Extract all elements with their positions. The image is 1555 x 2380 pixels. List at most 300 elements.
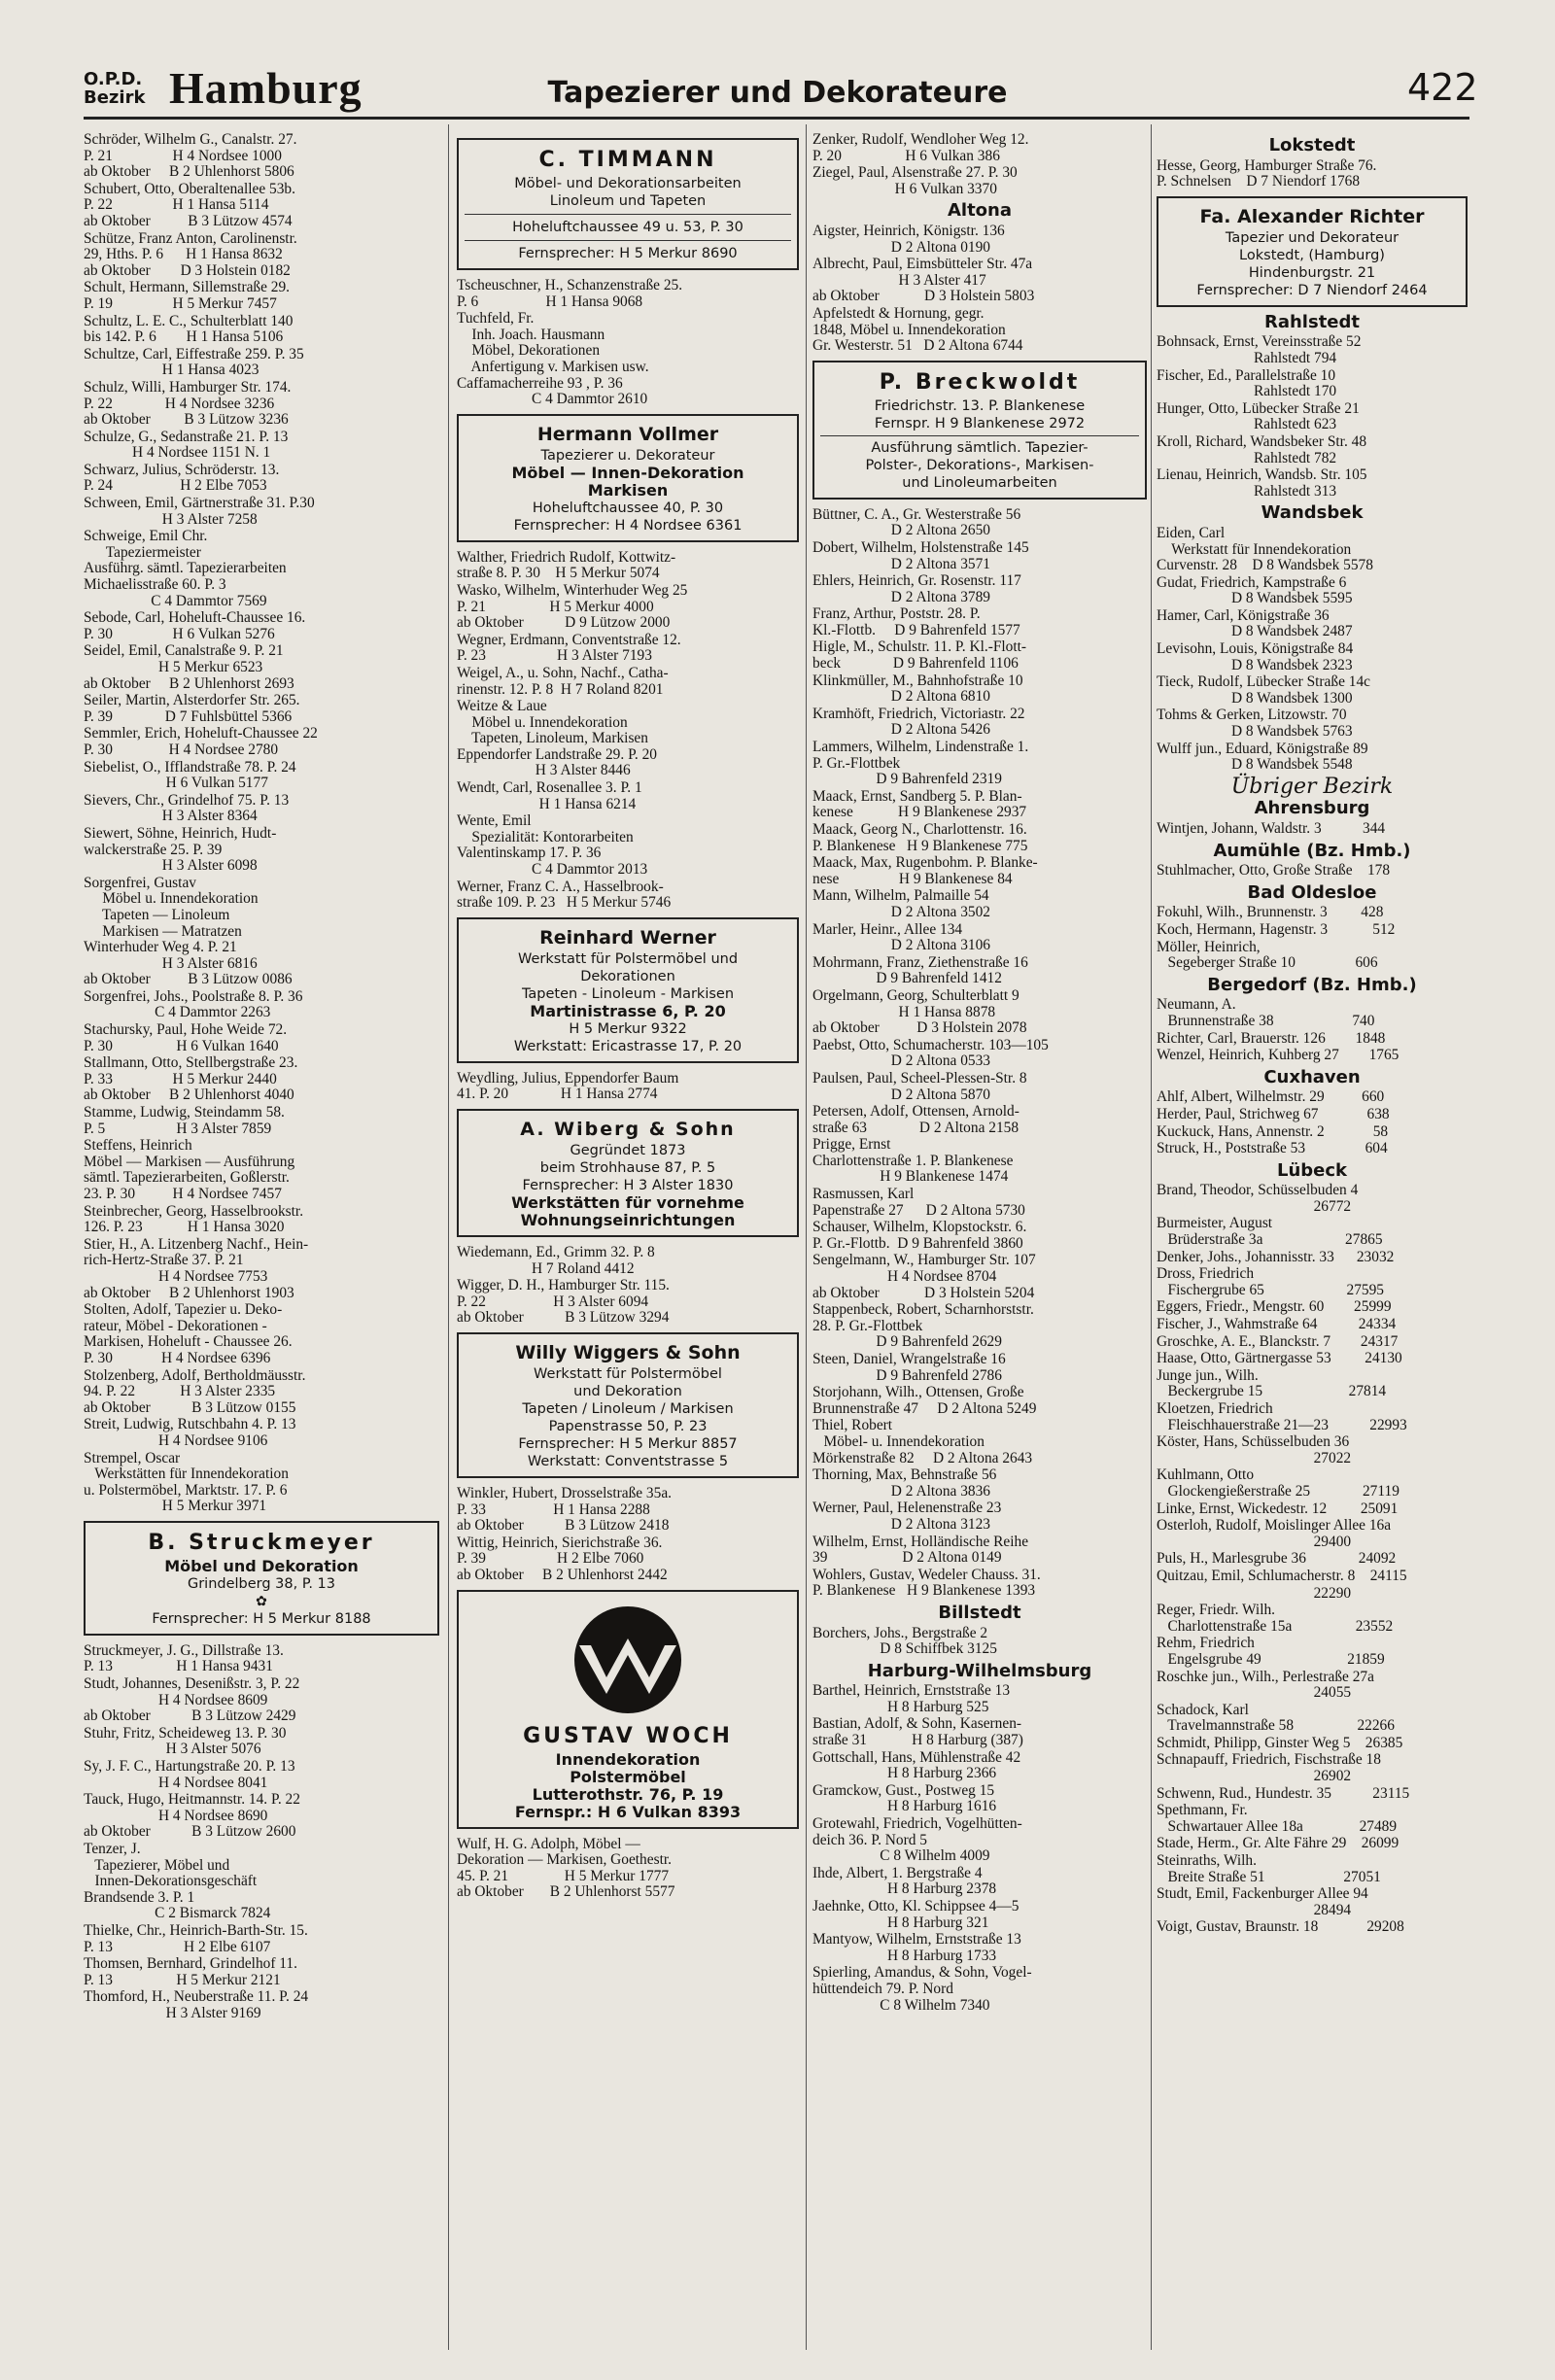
directory-entry — [84, 610, 439, 642]
entry-line: Rahlstedt 782 — [1157, 449, 1337, 466]
entry-line: Streit, Ludwig, Rutschbahn 4. P. 13 — [84, 1416, 296, 1433]
section-title: Tapezierer und Dekorateure — [547, 76, 1008, 110]
ad-line: Werkstätten für vornehme — [511, 1193, 744, 1212]
directory-entry — [812, 573, 1147, 605]
directory-entry — [1157, 1299, 1468, 1316]
entry-line: Junge jun., Wilh. — [1157, 1366, 1259, 1384]
entry-line: Seiler, Martin, Alsterdorfer Str. 265. — [84, 692, 300, 709]
directory-entry — [84, 826, 439, 875]
entry-line: Schwartauer Allee 18a 27489 — [1157, 1817, 1398, 1835]
ad-line: Werkstatt: Conventstrasse 5 — [527, 1453, 729, 1469]
ad-line: Hindenburgstr. 21 — [1248, 264, 1376, 281]
ad-line: Polster-, Dekorations-, Markisen- — [865, 457, 1094, 473]
entry-line: Innen-Dekorationsgeschäft — [84, 1873, 258, 1890]
directory-entry — [84, 1451, 439, 1515]
ad-line: Martinistrasse 6, P. 20 — [530, 1001, 726, 1020]
directory-entry — [84, 132, 439, 181]
entry-line: 22290 — [1157, 1584, 1352, 1602]
entry-line: H 4 Nordsee 8690 — [84, 1807, 268, 1824]
ad-name: GUSTAV WOCH — [523, 1723, 733, 1748]
directory-entry — [1157, 997, 1468, 1029]
entry-line: Anfertigung v. Markisen usw. — [457, 358, 649, 375]
entry-line: Werkstatt für Innendekoration — [1157, 540, 1352, 558]
directory-entry — [812, 224, 1147, 256]
entry-line: D 2 Altona 3123 — [812, 1515, 990, 1533]
ad-breckwoldt — [812, 361, 1147, 500]
entry-line: Weydling, Julius, Eppendorfer Baum — [457, 1069, 679, 1087]
directory-entry — [457, 666, 799, 698]
directory-entry — [812, 1467, 1147, 1500]
column-divider — [806, 124, 807, 2350]
entry-line: Grotewahl, Friedrich, Vogelhütten- — [812, 1815, 1022, 1833]
entry-line: Siebelist, O., Ifflandstraße 78. P. 24 — [84, 758, 296, 776]
directory-entry — [1157, 1467, 1468, 1500]
directory-entry — [1157, 1089, 1468, 1106]
entry-line: D 8 Schiffbek 3125 — [812, 1640, 997, 1658]
heading-billstedt: Billstedt — [938, 1602, 1021, 1623]
directory-entry — [812, 955, 1147, 987]
entry-line: P. 22 H 1 Hansa 5114 — [84, 196, 269, 214]
directory-entry — [812, 1385, 1147, 1417]
entry-line: 28. P. Gr.-Flottbek — [812, 1317, 923, 1334]
directory-entry — [1157, 1368, 1468, 1400]
directory-entry — [812, 1418, 1147, 1466]
entry-line: Ahlf, Albert, Wilhelmstr. 29 660 — [1157, 1088, 1385, 1106]
entry-line: Markisen — Matratzen — [84, 922, 242, 940]
entry-line: P. 22 H 3 Alster 6094 — [457, 1293, 649, 1310]
entry-line: Tohms & Gerken, Litzowstr. 70 — [1157, 707, 1347, 724]
entry-line: D 9 Bahrenfeld 1412 — [812, 970, 1002, 987]
directory-entry — [812, 1965, 1147, 2014]
entry-line: ab Oktober B 2 Uhlenhorst 4040 — [84, 1087, 294, 1104]
ad-phone: Fernsprecher: H 4 Nordsee 6361 — [513, 517, 743, 534]
entry-line: Wulf, H. G. Adolph, Möbel — — [457, 1835, 640, 1852]
directory-entry — [1157, 707, 1468, 740]
directory-entry — [84, 380, 439, 429]
ad-name: Hermann Vollmer — [536, 423, 719, 445]
directory-entry — [1157, 1107, 1468, 1123]
entry-line: Stade, Herm., Gr. Alte Fähre 29 26099 — [1157, 1835, 1400, 1852]
directory-entry — [84, 726, 439, 758]
entry-line: P. Blankenese H 9 Blankenese 775 — [812, 837, 1028, 854]
entry-line: Weigel, A., u. Sohn, Nachf., Catha- — [457, 664, 669, 681]
ad-phone: Fernspr.: H 6 Vulkan 8393 — [514, 1802, 742, 1821]
entry-line: C 4 Dammtor 2013 — [457, 861, 648, 879]
directory-entry — [1157, 1569, 1468, 1585]
entry-line: Orgelmann, Georg, Schulterblatt 9 — [812, 986, 1019, 1004]
entry-line: H 4 Nordsee 8609 — [84, 1691, 268, 1708]
entry-line: Rasmussen, Karl — [812, 1186, 915, 1203]
entry-line: H 3 Alster 6816 — [84, 954, 258, 972]
entry-line: Kl.-Flottb. D 9 Bahrenfeld 1577 — [812, 621, 1020, 638]
ad-line: Tapezierer u. Dekorateur — [540, 447, 715, 464]
ad-line: H 5 Merkur 9322 — [569, 1020, 687, 1037]
entry-line: ab Oktober D 3 Holstein 0182 — [84, 261, 291, 279]
entry-line: Herder, Paul, Strichweg 67 638 — [1157, 1105, 1390, 1122]
directory-entry — [1157, 608, 1468, 640]
entry-line: Hunger, Otto, Lübecker Straße 21 — [1157, 399, 1360, 417]
entry-line: Brunnenstraße 38 740 — [1157, 1012, 1375, 1029]
ad-line: Möbel — Innen-Dekoration — [511, 463, 744, 482]
entry-line: D 8 Wandsbek 1300 — [1157, 689, 1353, 707]
entry-line: Wittig, Heinrich, Sierichstraße 36. — [457, 1534, 663, 1551]
entry-line: Ihde, Albert, 1. Bergstraße 4 — [812, 1864, 983, 1881]
directory-entry — [84, 1759, 439, 1791]
entry-line: Kloetzen, Friedrich — [1157, 1400, 1273, 1417]
ad-line: Wohnungseinrichtungen — [520, 1211, 736, 1229]
entry-line: Quitzau, Emil, Schlumacherstr. 8 24115 — [1157, 1567, 1407, 1584]
entry-line: nese H 9 Blankenese 84 — [812, 870, 1013, 887]
directory-entry — [1157, 467, 1468, 500]
ad-line: Innendekoration — [555, 1749, 701, 1769]
directory-entry — [1157, 1786, 1468, 1803]
entry-line: P. 22 H 4 Nordsee 3236 — [84, 395, 275, 412]
entry-line: Wiedemann, Ed., Grimm 32. P. 8 — [457, 1244, 655, 1260]
entry-line: H 1 Hansa 6214 — [457, 795, 637, 812]
entry-line: D 8 Wandsbek 5548 — [1157, 756, 1353, 774]
entry-line: Wenzel, Heinrich, Kuhberg 27 1765 — [1157, 1047, 1400, 1064]
entry-line: Caffamacherreihe 93 , P. 36 — [457, 374, 623, 392]
entry-line: Travelmannstraße 58 22266 — [1157, 1717, 1395, 1735]
entry-line: Gudat, Friedrich, Kampstraße 6 — [1157, 573, 1347, 591]
entry-line: Gramckow, Gust., Postweg 15 — [812, 1781, 995, 1799]
entry-line: Eiden, Carl — [1157, 524, 1226, 541]
ad-line: beim Strohhause 87, P. 5 — [539, 1160, 716, 1176]
entry-line: Dobert, Wilhelm, Holstenstraße 145 — [812, 538, 1029, 556]
entry-line: H 3 Alster 8364 — [84, 808, 258, 825]
ad-line: Gegründet 1873 — [570, 1143, 686, 1158]
entry-line: Werner, Paul, Helenenstraße 23 — [812, 1500, 1002, 1517]
entry-line: rich-Hertz-Straße 37. P. 21 — [84, 1252, 244, 1269]
entry-line: 39 D 2 Altona 0149 — [812, 1549, 1002, 1567]
directory-entry — [1157, 1603, 1468, 1635]
directory-entry — [812, 639, 1147, 672]
ad-line: Tapeten - Linoleum - Markisen — [521, 985, 735, 1002]
directory-entry — [812, 740, 1147, 788]
ad-name: Reinhard Werner — [539, 926, 716, 949]
entry-line: Brandsende 3. P. 1 — [84, 1888, 195, 1906]
directory-entry — [1157, 1586, 1468, 1603]
entry-line: Storjohann, Wilh., Ottensen, Große — [812, 1384, 1024, 1401]
ad-line: Polstermöbel — [570, 1767, 686, 1786]
directory-entry — [812, 1899, 1147, 1931]
entry-line: P. 30 H 4 Nordsee 6396 — [84, 1349, 271, 1366]
directory-entry — [457, 1535, 799, 1584]
entry-line: Franz, Arthur, Poststr. 28. P. — [812, 605, 981, 623]
entry-line: H 5 Merkur 6523 — [84, 659, 263, 675]
entry-line: D 2 Altona 6810 — [812, 688, 990, 706]
entry-line: Apfelstedt & Hornung, gegr. — [812, 304, 985, 322]
entry-line: rateur, Möbel - Dekorationen - — [84, 1317, 267, 1334]
entry-line: P. 19 H 5 Merkur 7457 — [84, 294, 277, 312]
entry-line: 126. P. 23 H 1 Hansa 3020 — [84, 1219, 285, 1236]
entry-line: Stappenbeck, Robert, Scharnhorststr. — [812, 1301, 1034, 1319]
entry-line: ab Oktober B 3 Lützow 0155 — [84, 1398, 296, 1416]
entry-line: Osterloh, Rudolf, Moislinger Allee 16a — [1157, 1517, 1392, 1535]
heading-rahlstedt: Rahlstedt — [1263, 311, 1360, 332]
entry-line: 27022 — [1157, 1449, 1352, 1466]
entry-line: H 3 Alster 5076 — [84, 1741, 261, 1758]
entry-line: Lienau, Heinrich, Wandsb. Str. 105 — [1157, 466, 1367, 484]
ad-line: Möbel- und Dekorationsarbeiten — [514, 176, 742, 191]
ad-line: Linoleum und Tapeten — [465, 192, 791, 215]
entry-line: Charlottenstraße 1. P. Blankenese — [812, 1152, 1014, 1169]
page-number: 422 — [1407, 66, 1478, 109]
entry-line: Wulff jun., Eduard, Königstraße 89 — [1157, 740, 1368, 757]
entry-line: Winkler, Hubert, Drosselstraße 35a. — [457, 1484, 673, 1501]
entry-line: Beckergrube 15 27814 — [1157, 1383, 1387, 1400]
entry-line: Mantyow, Wilhelm, Ernststraße 13 — [812, 1931, 1021, 1949]
entry-line: Ausführg. sämtl. Tapezierarbeiten — [84, 560, 287, 577]
entry-line: Valentinskamp 17. P. 36 — [457, 845, 602, 862]
directory-entry — [812, 132, 1147, 164]
entry-line: Sorgenfrei, Gustav — [84, 874, 196, 891]
entry-line: ab Oktober D 3 Holstein 2078 — [812, 1019, 1027, 1037]
heading-altona: Altona — [947, 200, 1013, 222]
entry-line: u. Polstermöbel, Marktstr. 17. P. 6 — [84, 1481, 288, 1499]
entry-line: Maack, Max, Rugenbohm. P. Blanke- — [812, 854, 1038, 872]
entry-line: Koch, Hermann, Hagenstr. 3 512 — [1157, 920, 1396, 938]
entry-line: Bastian, Adolf, & Sohn, Kasernen- — [812, 1715, 1022, 1733]
entry-line: D 8 Wandsbek 5763 — [1157, 723, 1353, 741]
entry-line: Schubert, Otto, Oberaltenallee 53b. — [84, 180, 295, 197]
entry-line: H 8 Harburg 1733 — [812, 1947, 997, 1964]
entry-line: 45. P. 21 H 5 Merkur 1777 — [457, 1867, 670, 1884]
entry-line: Mörkenstraße 82 D 2 Altona 2643 — [812, 1449, 1033, 1466]
entry-line: H 6 Vulkan 5177 — [84, 775, 268, 792]
directory-entry — [1157, 1636, 1468, 1668]
directory-entry — [84, 430, 439, 462]
entry-line: P. 21 H 5 Merkur 4000 — [457, 598, 654, 615]
directory-entry — [812, 1220, 1147, 1252]
entry-line: Schween, Emil, Gärtnerstraße 31. P.30 — [84, 495, 315, 512]
directory-entry — [457, 780, 799, 812]
directory-entry — [1157, 1183, 1468, 1215]
entry-line: P. 30 H 6 Vulkan 1640 — [84, 1037, 279, 1054]
entry-line: P. Gr.-Flottb. D 9 Bahrenfeld 3860 — [812, 1234, 1023, 1252]
entry-line: Wente, Emil — [457, 812, 532, 830]
directory-entry — [812, 922, 1147, 954]
entry-line: Gottschall, Hans, Mühlenstraße 42 — [812, 1748, 1021, 1766]
directory-entry — [812, 1302, 1147, 1351]
ad-phone: Fernsprecher: H 5 Merkur 8188 — [152, 1610, 371, 1627]
entry-line: Borchers, Johs., Bergstraße 2 — [812, 1624, 988, 1641]
entry-line: Kramhöft, Friedrich, Victoriastr. 22 — [812, 705, 1025, 722]
entry-line: Richter, Carl, Brauerstr. 126 1848 — [1157, 1029, 1386, 1047]
directory-entry — [1157, 1124, 1468, 1141]
entry-line: Sorgenfrei, Johs., Poolstraße 8. P. 36 — [84, 987, 303, 1005]
entry-line: Petersen, Adolf, Ottensen, Arnold- — [812, 1103, 1019, 1121]
directory-entry — [812, 1816, 1147, 1865]
ad-line: Fernsprecher: H 5 Merkur 8857 — [518, 1435, 738, 1452]
ad-richter — [1157, 196, 1468, 307]
directory-entry — [1157, 334, 1468, 366]
entry-line: Werner, Franz C. A., Hasselbrook- — [457, 878, 664, 895]
entry-line: ab Oktober B 2 Uhlenhorst 5806 — [84, 163, 294, 181]
entry-line: Wilhelm, Ernst, Holländische Reihe — [812, 1533, 1029, 1550]
directory-entry — [84, 182, 439, 230]
entry-line: Tapeten, Linoleum, Markisen — [457, 730, 648, 747]
entry-line: Charlottenstraße 15a 23552 — [1157, 1617, 1394, 1635]
heading-cuxhaven: Cuxhaven — [1263, 1066, 1361, 1087]
entry-line: Rahlstedt 313 — [1157, 482, 1337, 500]
entry-line: D 2 Altona 0533 — [812, 1052, 990, 1070]
header-rule — [84, 117, 1469, 120]
entry-line: Thomsen, Bernhard, Grindelhof 11. — [84, 1955, 297, 1973]
entry-line: Sebode, Carl, Hoheluft-Chaussee 16. — [84, 609, 306, 627]
directory-entry — [812, 257, 1147, 305]
entry-line: Struck, H., Poststraße 53 604 — [1157, 1140, 1388, 1157]
directory-entry — [84, 529, 439, 609]
ad-werner — [457, 917, 799, 1063]
entry-line: 28494 — [1157, 1901, 1352, 1918]
directory-entry — [1157, 575, 1468, 607]
directory-entry — [1157, 641, 1468, 673]
entry-line: Winterhuder Weg 4. P. 21 — [84, 939, 237, 956]
directory-entry — [1157, 1351, 1468, 1367]
directory-entry — [84, 760, 439, 792]
entry-line: D 9 Bahrenfeld 2786 — [812, 1366, 1002, 1384]
entry-line: D 2 Altona 5870 — [812, 1086, 990, 1103]
entry-line: H 3 Alster 417 — [812, 271, 986, 289]
directory-entry — [1157, 1886, 1468, 1918]
entry-line: Levisohn, Louis, Königstraße 84 — [1157, 640, 1354, 658]
entry-line: Walther, Friedrich Rudolf, Kottwitz- — [457, 548, 676, 566]
entry-line: Linke, Ernst, Wickedestr. 12 25091 — [1157, 1500, 1399, 1517]
heading-lokstedt: Lokstedt — [1268, 135, 1356, 155]
directory-entry — [1157, 1434, 1468, 1466]
entry-line: straße 63 D 2 Altona 2158 — [812, 1119, 1019, 1136]
ad-line: Werkstatt: Ericastrasse 17, P. 20 — [513, 1038, 743, 1054]
directory-entry — [457, 1278, 799, 1327]
entry-line: straße 109. P. 23 H 5 Merkur 5746 — [457, 894, 672, 912]
entry-line: H 1 Hansa 8878 — [812, 1003, 996, 1020]
entry-line: Steinraths, Wilh. — [1157, 1852, 1257, 1870]
entry-line: 26772 — [1157, 1197, 1352, 1215]
directory-entry — [1157, 1518, 1468, 1550]
entry-line: Wohlers, Gustav, Wedeler Chauss. 31. — [812, 1566, 1041, 1583]
heading-ahrensburg: Ahrensburg — [1254, 798, 1370, 819]
entry-line: Steinbrecher, Georg, Hasselbrookstr. — [84, 1202, 304, 1220]
entry-line: D 2 Altona 3836 — [812, 1482, 990, 1500]
ad-line: Fernsprecher: H 3 Alster 1830 — [522, 1178, 734, 1193]
ad-phone: Fernsprecher: H 5 Merkur 8690 — [518, 246, 738, 261]
directory-entry — [457, 1071, 799, 1103]
entry-line: Hesse, Georg, Hamburger Straße 76. — [1157, 156, 1377, 174]
entry-line: Hamer, Carl, Königstraße 36 — [1157, 606, 1330, 624]
directory-entry — [1157, 1853, 1468, 1885]
entry-line: H 8 Harburg 2366 — [812, 1765, 997, 1782]
directory-entry — [812, 855, 1147, 887]
entry-line: Inh. Joach. Hausmann — [457, 326, 605, 343]
entry-line: H 9 Blankenese 1474 — [812, 1168, 1009, 1186]
entry-line: ab Oktober B 2 Uhlenhorst 2442 — [457, 1566, 668, 1583]
directory-entry — [1157, 1736, 1468, 1752]
entry-line: Fischer, J., Wahmstraße 64 24334 — [1157, 1316, 1397, 1333]
entry-line: 24055 — [1157, 1684, 1352, 1702]
directory-entry — [812, 1783, 1147, 1815]
directory-entry — [457, 813, 799, 878]
entry-line: Möbel- u. Innendekoration — [812, 1432, 985, 1450]
entry-line: P. 30 H 6 Vulkan 5276 — [84, 625, 275, 642]
heading-aumuehle: Aumühle (Bz. Hmb.) — [1213, 840, 1411, 861]
entry-line: D 2 Altona 3789 — [812, 588, 990, 605]
directory-entry — [812, 1500, 1147, 1533]
entry-line: beck D 9 Bahrenfeld 1106 — [812, 655, 1019, 673]
directory-entry — [1157, 1551, 1468, 1568]
entry-line: D 2 Altona 2650 — [812, 522, 990, 539]
ad-struckmeyer — [84, 1521, 439, 1636]
entry-line: Spethmann, Fr. — [1157, 1802, 1248, 1819]
entry-line: H 3 Alster 7258 — [84, 510, 258, 528]
entry-line: Stuhlmacher, Otto, Große Straße 178 — [1157, 862, 1391, 880]
entry-line: ab Oktober B 2 Uhlenhorst 1903 — [84, 1284, 294, 1301]
entry-line: P. Gr.-Flottbek — [812, 754, 901, 772]
entry-line: Thiel, Robert — [812, 1417, 893, 1434]
directory-entry — [84, 1022, 439, 1054]
directory-entry — [812, 789, 1147, 821]
directory-entry — [1157, 940, 1468, 972]
entry-line: P. 6 H 1 Hansa 9068 — [457, 293, 643, 310]
directory-entry — [1157, 922, 1468, 939]
entry-line: Rahlstedt 170 — [1157, 383, 1337, 400]
entry-line: H 3 Alster 8446 — [457, 762, 631, 779]
entry-line: Fischer, Ed., Parallelstraße 10 — [1157, 366, 1336, 384]
entry-line: Wigger, D. H., Hamburger Str. 115. — [457, 1277, 670, 1294]
entry-line: Reger, Friedr. Wilh. — [1157, 1602, 1276, 1619]
entry-line: H 8 Harburg 1616 — [812, 1798, 997, 1815]
ad-wiggers — [457, 1332, 799, 1478]
directory-entry — [1157, 1703, 1468, 1735]
ad-timmann — [457, 138, 799, 270]
directory-entry — [812, 1187, 1147, 1219]
entry-line: C 8 Wilhelm 7340 — [812, 1996, 990, 2014]
entry-line: Möller, Heinrich, — [1157, 938, 1261, 955]
directory-entry — [457, 880, 799, 912]
column-divider — [1151, 124, 1152, 2350]
ad-line: Lutterothstr. 76, P. 19 — [532, 1784, 724, 1804]
directory-entry — [1157, 1401, 1468, 1433]
entry-line: Büttner, C. A., Gr. Westerstraße 56 — [812, 505, 1021, 523]
directory-entry — [1157, 1031, 1468, 1048]
entry-line: Voigt, Gustav, Braunstr. 18 29208 — [1157, 1918, 1404, 1936]
ad-name: A. Wiberg & Sohn — [520, 1119, 736, 1140]
directory-entry — [812, 540, 1147, 572]
entry-line: P. 13 H 5 Merkur 2121 — [84, 1971, 281, 1988]
entry-line: Maack, Georg N., Charlottenstr. 16. — [812, 821, 1027, 838]
entry-line: D 9 Bahrenfeld 2629 — [812, 1333, 1002, 1351]
entry-line: P. 13 H 2 Elbe 6107 — [84, 1938, 271, 1955]
directory-entry — [84, 693, 439, 725]
entry-line: D 2 Altona 3571 — [812, 555, 990, 572]
entry-line: Stolten, Adolf, Tapezier u. Deko- — [84, 1301, 283, 1319]
directory-entry — [812, 1750, 1147, 1782]
entry-line: Möbel u. Innendekoration — [84, 890, 259, 908]
ad-line: Tapeten / Linoleum / Markisen — [522, 1400, 734, 1417]
directory-entry — [812, 1038, 1147, 1070]
entry-line: P. 23 H 3 Alster 7193 — [457, 647, 652, 665]
directory-entry — [812, 673, 1147, 706]
entry-line: Weitze & Laue — [457, 698, 547, 715]
entry-line: Bohnsack, Ernst, Vereinsstraße 52 — [1157, 333, 1362, 351]
directory-entry — [812, 1071, 1147, 1103]
entry-line: Haase, Otto, Gärtnergasse 53 24130 — [1157, 1350, 1402, 1367]
entry-line: ab Oktober D 9 Lützow 2000 — [457, 614, 671, 632]
directory-entry — [84, 347, 439, 379]
entry-line: Fischergrube 65 27595 — [1157, 1281, 1384, 1298]
entry-line: Michaelisstraße 60. P. 3 — [84, 576, 226, 594]
ad-line: Grindelberg 38, P. 13 — [187, 1575, 336, 1592]
